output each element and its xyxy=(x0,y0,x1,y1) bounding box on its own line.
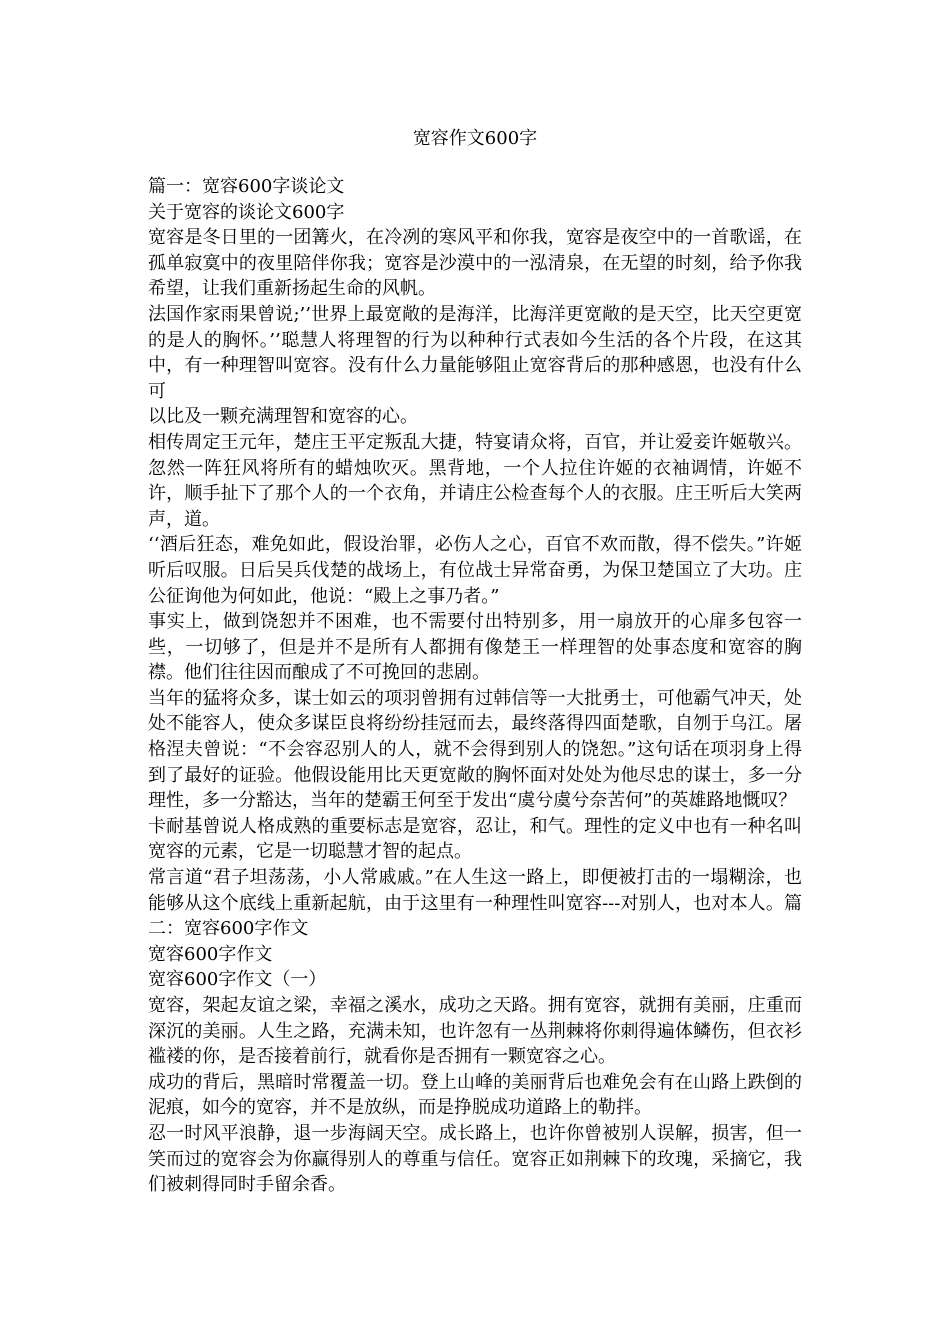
paragraph: 忍一时风平浪静，退一步海阔天空。成长路上，也许你曾被别人误解，损害，但一笑而过的宽容会为你赢得别人的尊重与信任。宽容正如荆棘下的玫瑰，采摘它，我们被刺得同时手留余香。 xyxy=(148,1122,802,1196)
subheading: 关于宽容的谈论文600字 xyxy=(148,201,345,223)
section-heading: 篇一：宽容600字谈论文 xyxy=(148,176,345,197)
paragraph: 宽容是冬日里的一团篝火，在冷冽的寒风平和你我，宽容是夜空中的一首歌谣，在孤单寂寞中的夜里陪伴你我；宽容是沙漠中的一泓清泉，在无望的时刻，给予你我希望，让我们重新扬起生命的风帆。 xyxy=(148,227,802,300)
document-body xyxy=(148,174,802,1198)
paragraph: 法国作家雨果曾说;’’世界上最宽敞的是海洋，比海洋更宽敞的是天空，比天空更宽的是人的胸怀。’’聪慧人将理智的行为以种种行式表如今生活的各个片段，在这其中，有一种理智叫宽容。没有什么力量能够阻止宽容背后的那种感恩，也没有什么可 xyxy=(148,303,802,402)
paragraph: 相传周定王元年，楚庄王平定叛乱大捷，特宴请众将，百官，并让爱妾许姬敬兴。忽然一阵狂风将所有的蜡烛吹灭。黑背地，一个人拉住许姬的衣袖调情，许姬不许，顺手扯下了那个人的一个衣角，并请庄公检查每个人的衣服。庄王听后大笑两声，道。 xyxy=(148,431,802,530)
paragraph: 事实上，做到饶恕并不困难，也不需要付出特别多，用一扇放开的心扉多包容一些，一切够了，但是并不是所有人都拥有像楚王一样理智的处事态度和宽容的胸襟。他们往往因而酿成了不可挽回的悲剧。 xyxy=(148,611,802,684)
document-title: 宽容作文600字 xyxy=(412,128,538,149)
paragraph: 以比及一颗充满理智和宽容的心。 xyxy=(148,406,418,428)
paragraph: 宽容，架起友谊之梁，幸福之溪水，成功之天路。拥有宽容，就拥有美丽，庄重而深沉的美丽。人生之路，充满未知，也许忽有一丛荆棘将你刺得遍体鳞伤，但衣衫褴褛的你，是否接着前行，就看你是否拥有一颗宽容之心。 xyxy=(148,995,802,1068)
paragraph: 常言道“君子坦荡荡，小人常戚戚。”在人生这一路上，即便被打击的一塌糊涂，也能够从这个底线上重新起航，由于这里有一种理性叫宽容---对别人，也对本人。篇二：宽容600字作文 xyxy=(148,867,802,940)
paragraph: ‘‘酒后狂态，难免如此，假设治罪，必伤人之心，百官不欢而散，得不偿失。”许姬听后叹服。日后吴兵伐楚的战场上，有位战士异常奋勇，为保卫楚国立了大功。庄公征询他为何如此，他说：“殿上之事乃者。” xyxy=(148,534,802,607)
paragraph: 当年的猛将众多，谋士如云的项羽曾拥有过韩信等一大批勇士，可他霸气冲天，处处不能容人，使众多谋臣良将纷纷挂冠而去，最终落得四面楚歌，自刎于乌江。屠格涅夫曾说：“不会容忍别人的人，就不会得到别人的饶恕。”这句话在项羽身上得到了最好的证验。他假设能用比天更宽敞的胸怀面对处处为他尽忠的谋士，多一分理性，多一分豁达，当年的楚霸王何至于发出“虞兮虞兮奈苦何”的英雄路地慨叹？ xyxy=(148,687,802,812)
section-heading: 宽容600字作文 xyxy=(148,943,273,965)
paragraph: 成功的背后，黑暗时常覆盖一切。登上山峰的美丽背后也难免会有在山路上跌倒的泥痕，如今的宽容，并不是放纵，而是挣脱成功道路上的勒拌。 xyxy=(148,1071,802,1119)
subheading: 宽容600字作文（一） xyxy=(148,969,327,991)
paragraph: 卡耐基曾说人格成熟的重要标志是宽容，忍让，和气。理性的定义中也有一种名叫宽容的元素，它是一切聪慧才智的起点。 xyxy=(148,815,802,863)
